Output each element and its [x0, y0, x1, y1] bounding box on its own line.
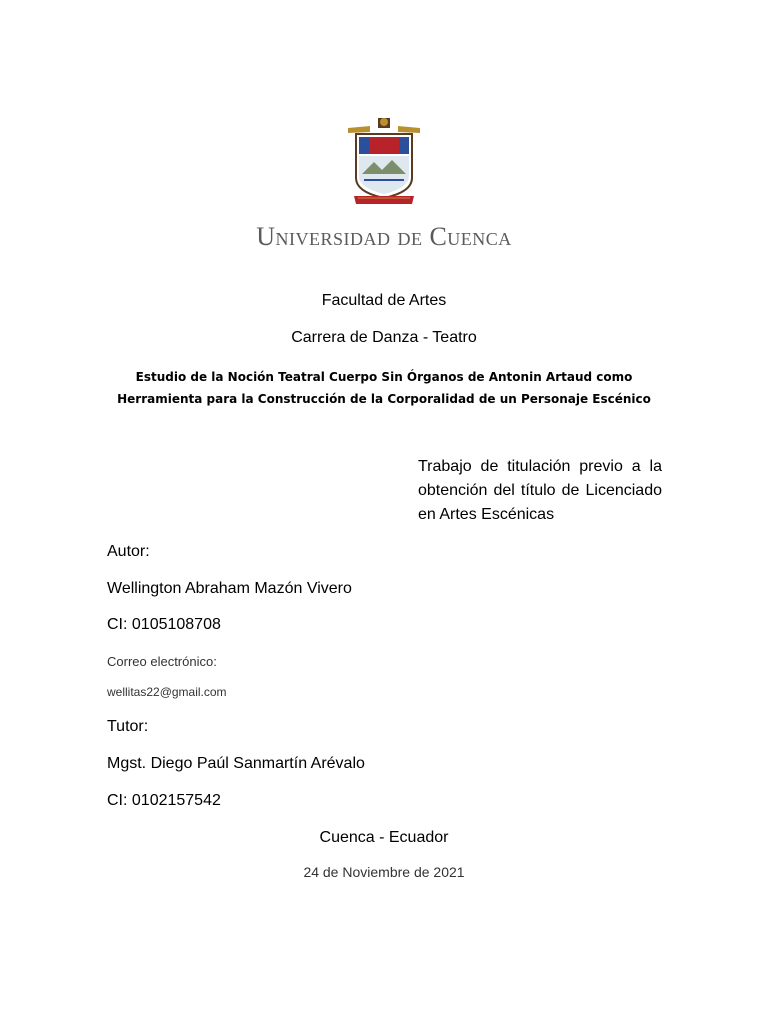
date: 24 de Noviembre de 2021 — [303, 864, 465, 880]
career-name: Carrera de Danza - Teatro — [291, 329, 477, 346]
author-ci: CI: 0105108708 — [107, 616, 221, 633]
author-email: wellitas22@gmail.com — [107, 685, 227, 699]
university-crest-icon — [344, 116, 424, 206]
faculty-name: Facultad de Artes — [321, 292, 447, 309]
author-label: Autor: — [107, 543, 150, 560]
thesis-title: Estudio de la Noción Teatral Cuerpo Sin Órganos de Antonin Artaud como Herramienta para la Construcción de la Corporalidad de un Personaje Escénico — [117, 370, 651, 406]
tutor-name: Mgst. Diego Paúl Sanmartín Arévalo — [107, 755, 365, 772]
author-name: Wellington Abraham Mazón Vivero — [107, 580, 352, 597]
tutor-label: Tutor: — [107, 718, 149, 735]
tutor-ci: CI: 0102157542 — [107, 792, 221, 809]
email-label: Correo electrónico: — [107, 654, 217, 669]
location: Cuenca - Ecuador — [319, 829, 449, 846]
degree-statement: Trabajo de titulación previo a la obtención del título de Licenciado en Artes Escénicas — [418, 458, 662, 523]
university-name: Universidad de Cuenca — [256, 222, 512, 251]
